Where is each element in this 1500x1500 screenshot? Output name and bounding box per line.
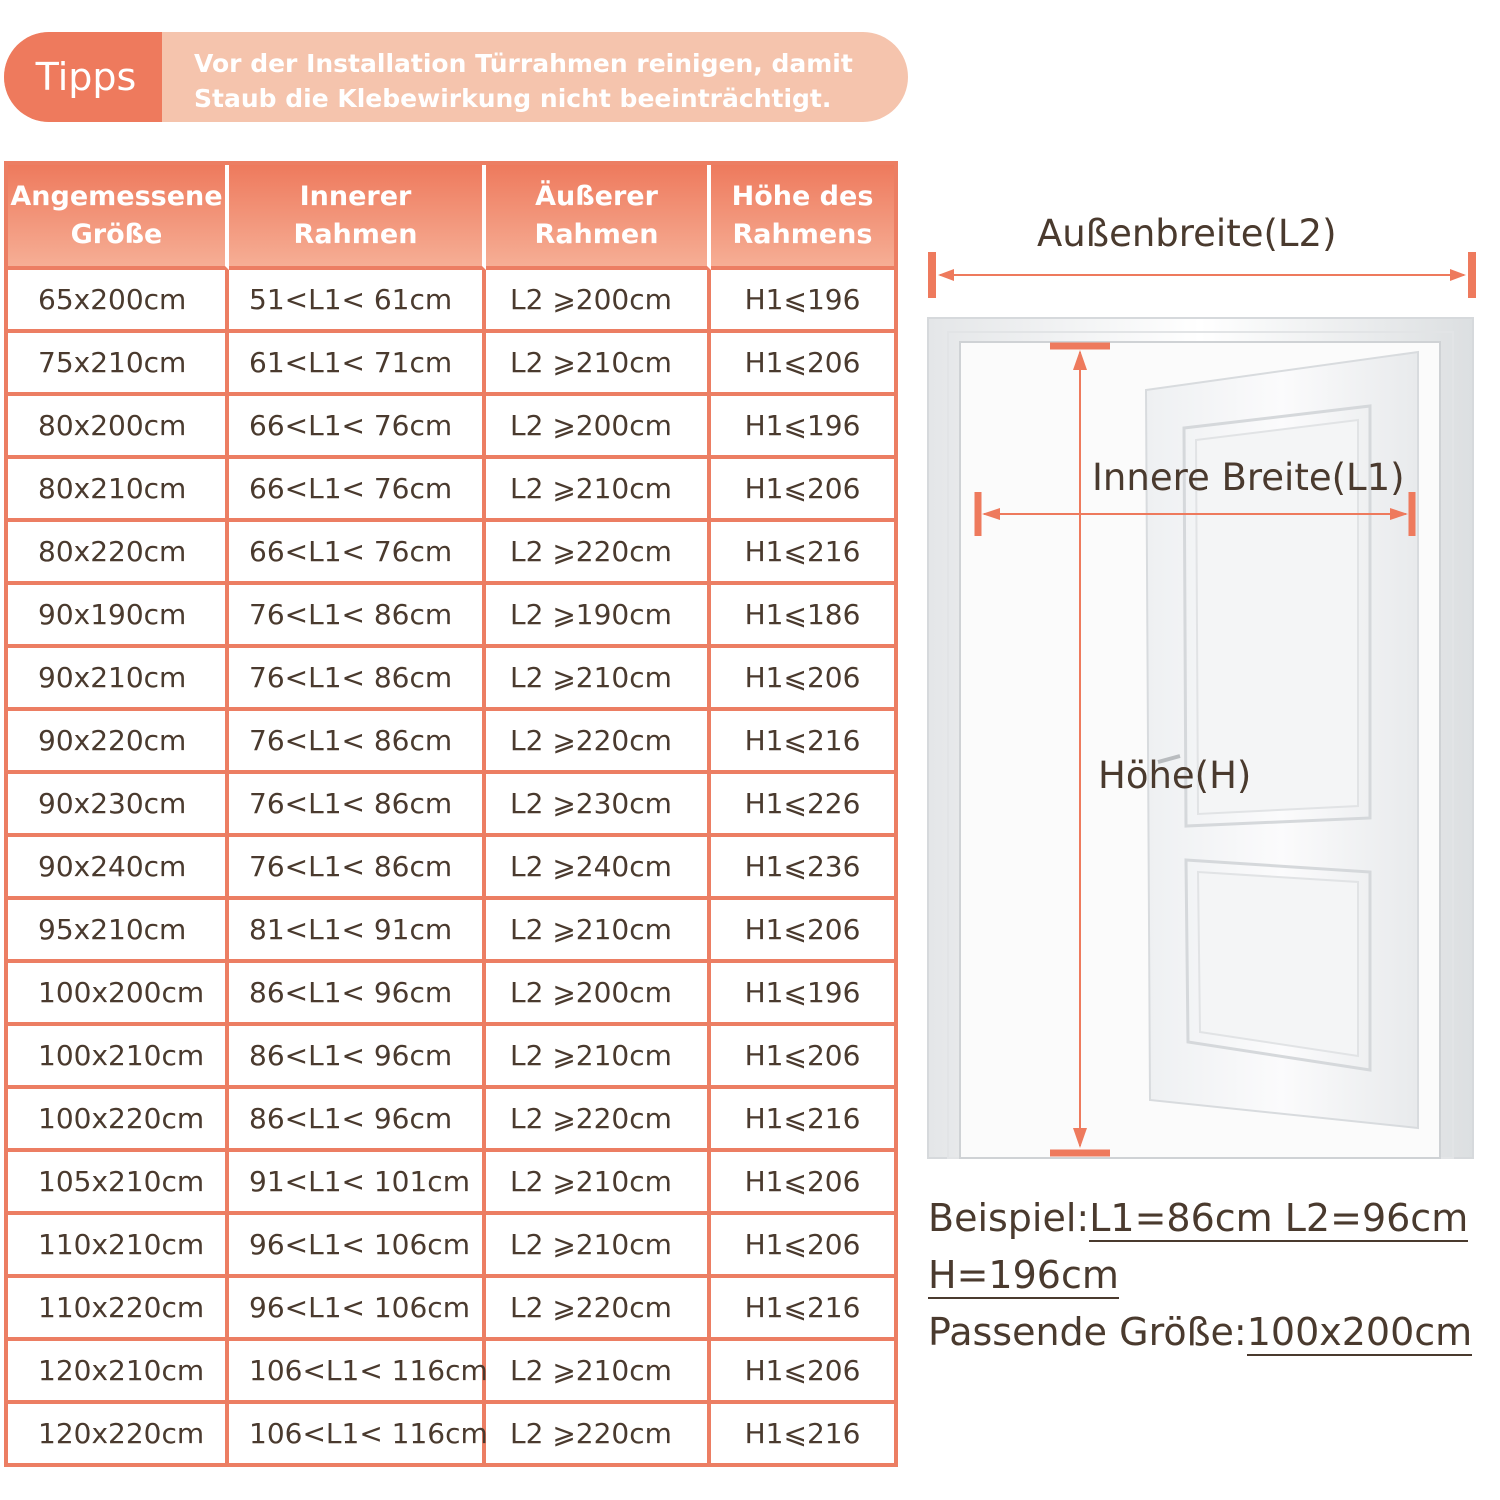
cell-height: H1⩽216 — [711, 711, 894, 774]
cell-outer: L2 ⩾210cm — [486, 1026, 711, 1089]
cell-height: H1⩽206 — [711, 1341, 894, 1404]
table-row — [8, 585, 894, 648]
cell-inner: 106<L1< 116cm — [229, 1404, 486, 1463]
size-table — [4, 161, 898, 1467]
cell-inner: 106<L1< 116cm — [229, 1341, 486, 1404]
cell-size: 100x210cm — [8, 1026, 229, 1089]
cell-size: 100x200cm — [8, 963, 229, 1026]
cell-size: 80x200cm — [8, 396, 229, 459]
header-size: Angemessene Größe — [8, 165, 229, 270]
cell-inner: 76<L1< 86cm — [229, 774, 486, 837]
cell-height: H1⩽196 — [711, 396, 894, 459]
cell-size: 120x220cm — [8, 1404, 229, 1463]
cell-height: H1⩽206 — [711, 900, 894, 963]
cell-outer: L2 ⩾210cm — [486, 333, 711, 396]
table-row — [8, 1278, 894, 1341]
cell-size: 110x220cm — [8, 1278, 229, 1341]
cell-inner: 66<L1< 76cm — [229, 522, 486, 585]
cell-inner: 91<L1< 101cm — [229, 1152, 486, 1215]
cell-outer: L2 ⩾210cm — [486, 1152, 711, 1215]
table-row — [8, 396, 894, 459]
inner-width-label: Innere Breite(L1) — [1092, 456, 1405, 499]
tips-label: Tipps — [4, 32, 162, 122]
cell-size: 95x210cm — [8, 900, 229, 963]
cell-height: H1⩽216 — [711, 1278, 894, 1341]
outer-width-arrow — [932, 252, 1472, 298]
cell-size: 120x210cm — [8, 1341, 229, 1404]
example-prefix: Beispiel: — [928, 1196, 1090, 1240]
cell-size: 90x190cm — [8, 585, 229, 648]
table-row — [8, 1089, 894, 1152]
cell-inner: 86<L1< 96cm — [229, 963, 486, 1026]
cell-inner: 86<L1< 96cm — [229, 1026, 486, 1089]
table-row — [8, 1215, 894, 1278]
cell-outer: L2 ⩾210cm — [486, 900, 711, 963]
tips-text: Vor der Installation Türrahmen reinigen, damit Staub die Klebewirkung nicht beeinträchtigt. — [194, 49, 853, 113]
cell-outer: L2 ⩾220cm — [486, 711, 711, 774]
cell-height: H1⩽206 — [711, 333, 894, 396]
table-row — [8, 459, 894, 522]
table-row — [8, 837, 894, 900]
cell-inner: 66<L1< 76cm — [229, 396, 486, 459]
cell-height: H1⩽206 — [711, 1152, 894, 1215]
cell-height: H1⩽186 — [711, 585, 894, 648]
table-row — [8, 1026, 894, 1089]
cell-outer: L2 ⩾190cm — [486, 585, 711, 648]
cell-height: H1⩽196 — [711, 270, 894, 333]
example-block — [928, 1190, 1498, 1361]
cell-outer: L2 ⩾220cm — [486, 522, 711, 585]
cell-outer: L2 ⩾210cm — [486, 459, 711, 522]
cell-size: 90x210cm — [8, 648, 229, 711]
cell-outer: L2 ⩾210cm — [486, 648, 711, 711]
cell-height: H1⩽216 — [744, 1417, 861, 1450]
cell-inner: 81<L1< 91cm — [229, 900, 486, 963]
example-values: L1=86cm L2=96cm — [1089, 1196, 1469, 1240]
table-row — [8, 333, 894, 396]
cell-size: 90x220cm — [8, 711, 229, 774]
table-row — [8, 1341, 894, 1404]
cell-inner: 61<L1< 71cm — [229, 333, 486, 396]
cell-outer: L2 ⩾210cm — [486, 1341, 711, 1404]
cell-outer: L2 ⩾240cm — [486, 837, 711, 900]
cell-size: 110x210cm — [8, 1215, 229, 1278]
cell-size: 90x240cm — [8, 837, 229, 900]
cell-outer: L2 ⩾220cm — [486, 1278, 711, 1341]
cell-outer: L2 ⩾200cm — [486, 396, 711, 459]
table-row — [8, 963, 894, 1026]
table-row — [8, 711, 894, 774]
cell-size: 105x210cm — [8, 1152, 229, 1215]
cell-height: H1⩽206 — [711, 459, 894, 522]
table-row — [8, 522, 894, 585]
cell-inner: 66<L1< 76cm — [229, 459, 486, 522]
door-illustration — [918, 200, 1488, 1180]
cell-inner: 76<L1< 86cm — [229, 648, 486, 711]
cell-outer: L2 ⩾200cm — [486, 270, 711, 333]
cell-outer: L2 ⩾220cm — [486, 1404, 711, 1463]
fit-value: 100x200cm — [1246, 1310, 1473, 1354]
cell-inner: 86<L1< 96cm — [229, 1089, 486, 1152]
cell-height: H1⩽226 — [711, 774, 894, 837]
example-line-2 — [928, 1247, 1498, 1304]
door-diagram — [918, 200, 1488, 1180]
cell-outer: L2 ⩾220cm — [486, 1089, 711, 1152]
cell-inner: 76<L1< 86cm — [229, 711, 486, 774]
table-row — [8, 1404, 894, 1463]
cell-outer: L2 ⩾230cm — [486, 774, 711, 837]
cell-outer: L2 ⩾210cm — [486, 1215, 711, 1278]
cell-size: 80x210cm — [8, 459, 229, 522]
cell-size: 65x200cm — [8, 270, 229, 333]
cell-inner: 96<L1< 106cm — [229, 1215, 486, 1278]
cell-height: H1⩽206 — [711, 1215, 894, 1278]
cell-inner: 76<L1< 86cm — [229, 585, 486, 648]
table-header-row — [8, 165, 894, 270]
cell-height: H1⩽206 — [711, 648, 894, 711]
cell-height: H1⩽236 — [711, 837, 894, 900]
example-height: H=196cm — [928, 1253, 1119, 1297]
header-frame-height: Höhe des Rahmens — [711, 165, 894, 270]
tips-banner — [4, 32, 908, 122]
cell-height: H1⩽196 — [711, 963, 894, 1026]
cell-size: 80x220cm — [8, 522, 229, 585]
outer-width-label: Außenbreite(L2) — [1037, 212, 1337, 255]
cell-size: 100x220cm — [8, 1089, 229, 1152]
cell-outer: L2 ⩾200cm — [486, 963, 711, 1026]
table-row — [8, 1152, 894, 1215]
cell-inner: 76<L1< 86cm — [229, 837, 486, 900]
cell-height: H1⩽216 — [711, 1089, 894, 1152]
cell-size: 75x210cm — [8, 333, 229, 396]
cell-inner: 96<L1< 106cm — [229, 1278, 486, 1341]
cell-size: 90x230cm — [8, 774, 229, 837]
table-row — [8, 774, 894, 837]
table-row — [8, 900, 894, 963]
header-outer-frame: Äußerer Rahmen — [486, 165, 711, 270]
cell-height: H1⩽216 — [711, 522, 894, 585]
height-label: Höhe(H) — [1098, 754, 1252, 797]
example-line-1 — [928, 1190, 1498, 1247]
table-row — [8, 270, 894, 333]
cell-inner: 51<L1< 61cm — [229, 270, 486, 333]
header-inner-frame: Innerer Rahmen — [229, 165, 486, 270]
table-row — [8, 648, 894, 711]
fit-prefix: Passende Größe: — [928, 1310, 1247, 1354]
cell-height: H1⩽206 — [711, 1026, 894, 1089]
example-line-3 — [928, 1304, 1498, 1361]
